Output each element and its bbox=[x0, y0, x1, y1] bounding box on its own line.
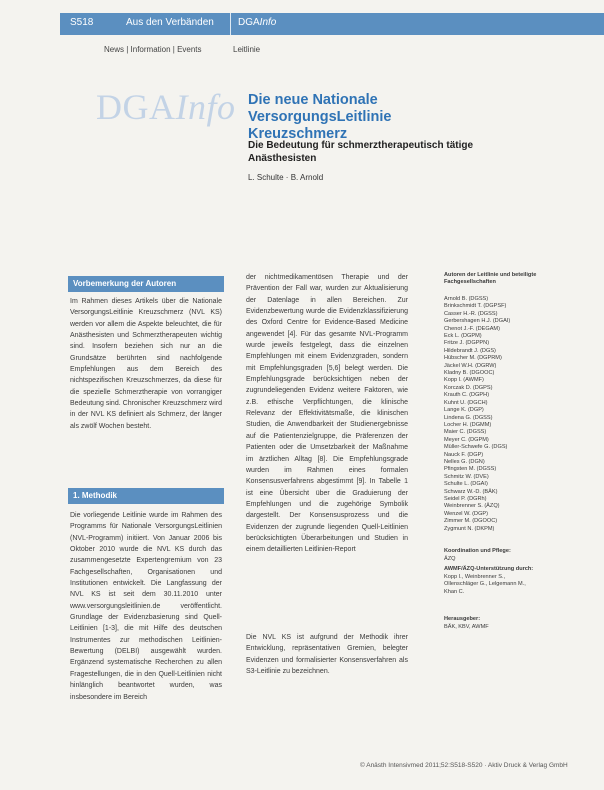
article-authors: L. Schulte · B. Arnold bbox=[248, 173, 324, 182]
header-bar bbox=[60, 13, 604, 35]
method-heading: 1. Methodik bbox=[68, 488, 224, 504]
publisher-heading: Herausgeber: bbox=[444, 616, 481, 622]
sidebar-name-item: Locher H. (DGMM) bbox=[444, 421, 492, 428]
logo-italic: Info bbox=[175, 87, 236, 127]
sidebar-name-item: Jäckel W.H. (DGRW) bbox=[444, 362, 497, 369]
sidebar-name-item: Hübscher M. (DGPRM) bbox=[444, 355, 502, 362]
column-two-text-bottom: Die NVL KS ist aufgrund der Methodik ihrer Entwicklung, repräsentativen Gremien, belegter Evidenzen und formalisierter Konsensverfahren als S3-Leitlinie zu bezeichnen. bbox=[246, 634, 408, 676]
sidebar-name-item: Lange K. (DGP) bbox=[444, 407, 484, 414]
sidebar-name-item: Nelles G. (DGN) bbox=[444, 458, 485, 465]
sidebar-name-item: Schulte L. (DGAI) bbox=[444, 481, 488, 488]
article-subtitle: Die Bedeutung für schmerztherapeutisch tätige Anästhesisten bbox=[248, 140, 474, 164]
awmf-heading: AWMF/ÄZQ-Unterstützung durch: bbox=[444, 566, 534, 572]
sidebar-name-item: Korczak D. (DGPS) bbox=[444, 384, 493, 391]
coordination-text: ÄZQ bbox=[444, 556, 456, 562]
awmf-text: Kopp I., Weinbrenner S., Ollenschläger G., Lelgemann M., Khan C. bbox=[444, 574, 526, 595]
sidebar-name-item: Krauth C. (DGPH) bbox=[444, 392, 490, 399]
sidebar-name-item: Müller-Schwefe G. (DGS) bbox=[444, 444, 508, 451]
sidebar-name-item: Chenot J.-F. (DEGAM) bbox=[444, 325, 500, 332]
header-divider bbox=[230, 13, 231, 35]
sidebar-heading: Autoren der Leitlinie und beteiligte Fachgesellschaften bbox=[444, 272, 537, 286]
sidebar-names bbox=[444, 296, 564, 533]
header-section-right bbox=[238, 17, 276, 28]
sidebar-name-item: Wenzel W. (DGP) bbox=[444, 510, 489, 517]
sidebar-name-item: Maier C. (DGSS) bbox=[444, 429, 487, 436]
sidebar-name-item: Zygmunt N. (DKPM) bbox=[444, 525, 495, 532]
sidebar-name-item: Kuhnt U. (DGCH) bbox=[444, 399, 488, 406]
sidebar-name-item: Arnold B. (DGSS) bbox=[444, 296, 489, 302]
page-number: S518 bbox=[70, 17, 94, 28]
sidebar-name-item: Gerbershagen H.J. (DGAI) bbox=[444, 318, 511, 325]
sidebar-name-item: Hildebrandt J. (DGS) bbox=[444, 347, 496, 354]
method-text: Die vorliegende Leitlinie wurde im Rahmen des Programms für Nationale VersorgungsLeitlinien (NVL-Programm) initiiert. Von Januar 2006 bis Oktober 2010 wurde die NVL KS durch das zusammengesetzte Expertengremium von 23 Fachgesellschaften, Organisationen und Institutionen entwickelt. Die Langfassung der NVL KS ist seit dem 30.11.2010 unter www.versorgungsleitlinien.de veröffentlicht. Grundlage der Evidenzbasierung sind Quell-Leitlinien [1-3], die mit Hilfe des deutschen Instrumentes zur methodischen Leitlinien-Bewertung (DELBI) ausgewählt wurden. Ergänzend systematische Recherchen zu allen Fragestellungen, die in den Quell-Leitlinien nicht hinlänglich beantwortet wurden, was insbesondere im Bereich bbox=[70, 512, 222, 701]
sidebar-name-item: Eck L. (DGPM) bbox=[444, 333, 482, 340]
header-section-left: Aus den Verbänden bbox=[126, 17, 214, 28]
footer-citation: © Anästh Intensivmed 2011;52:S518-S520 · Aktiv Druck & Verlag GmbH bbox=[360, 762, 568, 769]
logo-prefix: DGA bbox=[96, 87, 176, 127]
sidebar-name-item: Fritze J. (DGPPN) bbox=[444, 340, 490, 347]
sidebar-name-item: Kopp I. (AWMF) bbox=[444, 377, 484, 384]
sidebar-name-item: Weinbrenner S. (ÄZQ) bbox=[444, 503, 500, 510]
header-right-prefix: DGA bbox=[238, 17, 260, 28]
sidebar-name-item: Zimmer M. (DGOOC) bbox=[444, 518, 498, 525]
sidebar-name-item: Nauck F. (DGP) bbox=[444, 451, 484, 458]
dgainfo-logo bbox=[96, 86, 236, 128]
preface-text: Im Rahmen dieses Artikels über die Nationale VersorgungsLeitlinie Kreuzschmerz (NVL KS) werden vor allem die Aspekte beleuchtet, die für Anästhesisten und Schmerztherapeuten wichtig sind. Insofern beziehen sich nur an die Grundsätze berührten sind nachfolgende Empfehlungen aus dem Bereich des nichtspezifischen Kreuzschmerzes, da diese für die spezielle Schmerztherapie von vorrangiger Bedeutung sind. Chronischer Kreuzschmerz wird in der NVL KS definiert als Schmerz, der länger als zwölf Wochen besteht. bbox=[70, 298, 222, 430]
article-title: Die neue Nationale VersorgungsLeitlinie Kreuzschmerz bbox=[248, 92, 392, 142]
coordination-heading: Koordination und Pflege: bbox=[444, 548, 511, 554]
sidebar-name-item: Brinkschmidt T. (DGPSF) bbox=[444, 303, 507, 310]
sidebar-name-item: Schwarz W.-D. (BÄK) bbox=[444, 488, 498, 495]
section-label: Leitlinie bbox=[233, 45, 261, 54]
nav-line: News | Information | Events bbox=[104, 45, 202, 54]
sidebar-name-item: Schmitz W. (DVE) bbox=[444, 473, 489, 480]
sidebar-name-item: Meyer C. (DGPM) bbox=[444, 436, 489, 443]
sidebar-name-item: Casser H.-R. (DGSS) bbox=[444, 310, 498, 317]
header-right-italic: Info bbox=[259, 17, 277, 28]
sidebar-name-item: Seidel P. (DGRh) bbox=[444, 495, 487, 502]
publisher-text: BÄK, KBV, AWMF bbox=[444, 624, 489, 630]
sidebar-name-item: Pfingsten M. (DGSS) bbox=[444, 466, 497, 473]
column-two-text: der nichtmedikamentösen Therapie und der Prävention der Fall war, wurden zur Aktualisierung der Datenlage in allen Bereichen. Zur Evidenzbewertung wurde die Evidenzklassifizierung des Oxford Centre for Evidence-Based Medicine angewendet [4]. Für das gesamte NVL-Programm wurde jeweils festgelegt, dass die einzelnen Empfehlungen mit einem Evidenzgraden, sondern mit Empfehlungsgraden [5,6] belegt werden. Die Empfehlungsgrade berücksichtigen neben der zugrundeliegenden Evidenz weitere Faktoren, wie z.B. ethische Verpflichtungen, die klinische Relevanz der Effektivitätsmaße, die klinischen Studien, die Anwendbarkeit der Studienergebnisse auf die Patientenzielgruppe, die Präferenzen der Patienten oder die Umsetzbarkeit der Maßnahme im ärztlichen Alltag [8]. Die Empfehlungsgrade wurden im Rahmen eines formalen Konsensusverfahrens abgestimmt [9]. In Tabelle 1 ist eine Übersicht über die Graduierung der Empfehlungen und die zugehörige Symbolik dargestellt. Der Konsensusprozess und die Evidenzen der zugrunde liegenden Quell-Leitlinien berücksichtigten Überarbeitungen und Studien in einem detaillierten Leitlinien-Report bbox=[246, 274, 408, 554]
sidebar-name-item: Kladny B. (DGOOC) bbox=[444, 370, 495, 377]
sidebar-name-item: Lindena G. (DGSS) bbox=[444, 414, 493, 421]
preface-heading: Vorbemerkung der Autoren bbox=[68, 276, 224, 292]
